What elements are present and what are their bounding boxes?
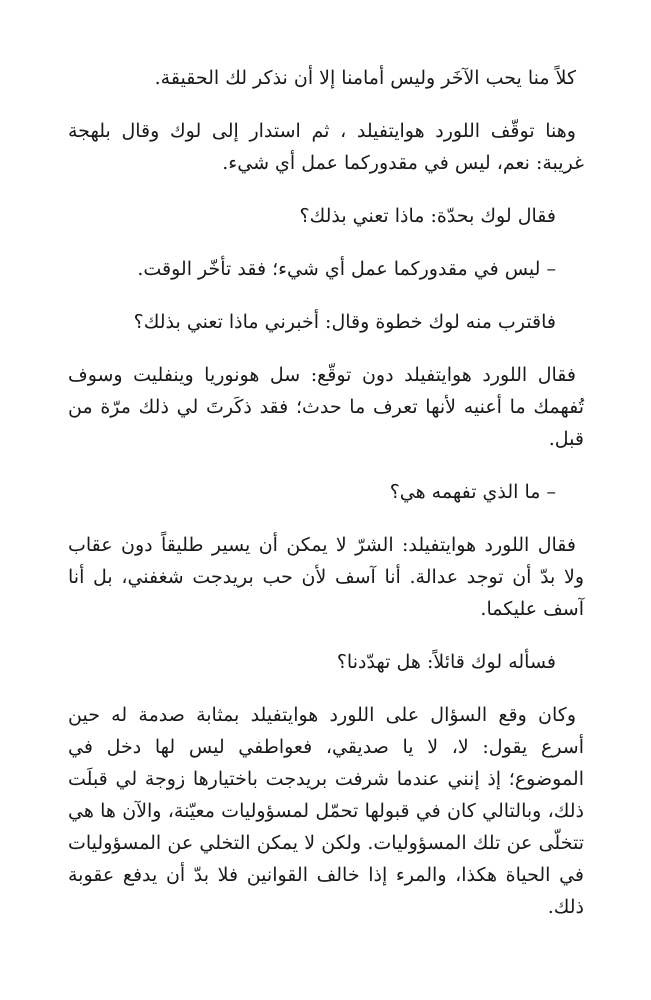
paragraph-10: وكان وقع السؤال على اللورد هوايتفيلد بمثابة صدمة له حين أسرع يقول: لا، لا يا صديقي، فعواطفي ليس لها دخل في الموضوع؛ إذ إنني عندما شرفت بريدجت باختيارها زوجة لي قبلَت ذلك، وبالتالي كان في قبولها تحمّل لمسؤوليات معيّنة، والآن ها هي تتخلّى عن تلك المسؤوليات. ولكن لا يمكن التخلي عن المسؤوليات في الحياة هكذا، والمرء إذا خالف القوانين فلا بدّ أن يدفع عقوبة ذلك. bbox=[68, 704, 584, 918]
paragraph-4: – ليس في مقدوركما عمل أي شيء؛ فقد تأخّر الوقت. bbox=[137, 258, 556, 280]
paragraph-3: فقال لوك بحدّة: ماذا تعني بذلك؟ bbox=[299, 205, 556, 227]
paragraph-7: – ما الذي تفهمه هي؟ bbox=[389, 481, 556, 503]
paragraph-1: كلاً منا يحب الآخَر وليس أمامنا إلا أن نذكر لك الحقيقة. bbox=[154, 67, 576, 89]
paragraph-5: فاقترب منه لوك خطوة وقال: أخبرني ماذا تعني بذلك؟ bbox=[133, 311, 556, 333]
paragraph-6: فقال اللورد هوايتفيلد دون توقّع: سل هونوريا وينفليت وسوف تُفهمك ما أعنيه لأنها تعرف ما حدث؛ فقد ذكَرتَ لي ذلك مرّة من قبل. bbox=[68, 364, 584, 450]
document-page bbox=[68, 62, 584, 944]
paragraph-2: وهنا توقّف اللورد هوايتفيلد ، ثم استدار إلى لوك وقال بلهجة غريبة: نعم، ليس في مقدوركما عمل أي شيء. bbox=[68, 120, 584, 174]
paragraph-9: فسأله لوك قائلاً: هل تهدّدنا؟ bbox=[336, 651, 556, 673]
paragraph-8: فقال اللورد هوايتفيلد: الشرّ لا يمكن أن يسير طليقاً دون عقاب ولا بدّ أن توجد عدالة. أنا آسف لأن حب بريدجت شغفني، بل أنا آسف عليكما. bbox=[68, 534, 584, 620]
